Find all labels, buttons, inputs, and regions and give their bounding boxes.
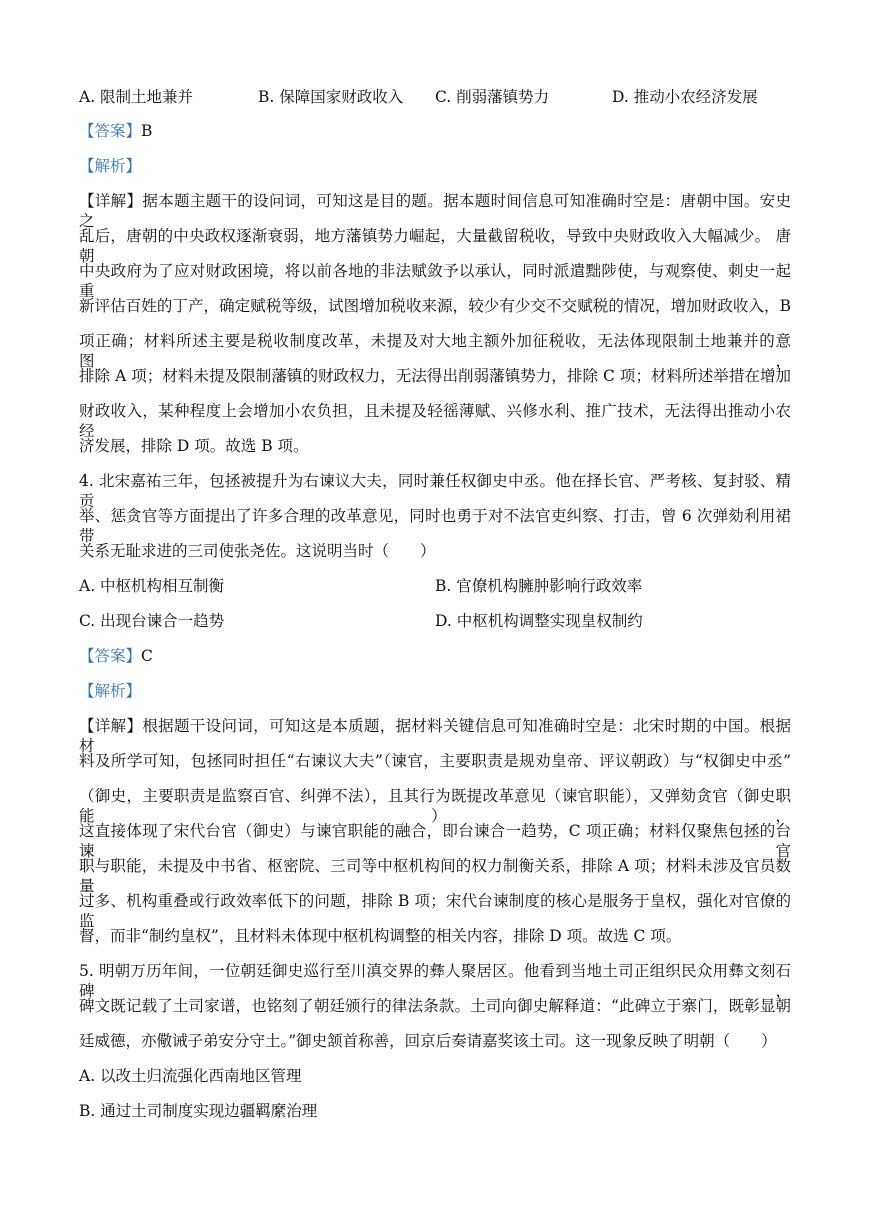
q3-option-b: B. 保障国家财政收入 [258, 88, 404, 106]
q3-option-d: D. 推动小农经济发展 [612, 88, 758, 106]
q4-option-b: B. 官僚机构臃肿影响行政效率 [435, 577, 643, 595]
q3-option-a: A. 限制土地兼并 [79, 88, 194, 106]
q5-option-a: A. 以改土归流强化西南地区管理 [79, 1067, 302, 1085]
answer-value: B [141, 122, 153, 140]
q4-detail-line: 过多、机构重叠或行政效率低下的问题，排除 B 项；宋代台谏制度的核心是服务于皇权，强化对官僚的监 [79, 892, 791, 930]
q4-detail-line: （御史，主要职责是监察百官、纠弹不法），且其行为既提改革意见（谏官职能），又弹劾贪官（御史职能）， [79, 787, 791, 825]
analysis-tag: 【解析】 [79, 682, 142, 700]
q3-detail-line: 济发展，排除 D 项。故选 B 项。 [79, 437, 309, 455]
q4-option-d: D. 中枢机构调整实现皇权制约 [435, 612, 643, 630]
q5-stem-line: 碑文既记载了土司家谱，也铭刻了朝廷颁行的律法条款。土司向御史解释道：“此碑立于寨门，既彰显朝 [79, 997, 791, 1015]
q5-option-b: B. 通过土司制度实现边疆羁縻治理 [79, 1102, 318, 1120]
q3-detail-line: 新评估百姓的丁产，确定赋税等级，试图增加税收来源，较少有少交不交赋税的情况，增加财政收入，B [79, 297, 791, 315]
q4-stem-line: 关系无耻求进的三司使张尧佐。这说明当时（ ） [79, 542, 436, 560]
q4-detail-line: 料及所学可知，包拯同时担任“右谏议大夫”（谏官，主要职责是规劝皇帝、评议朝政）与“权御史中丞” [79, 752, 791, 770]
q4-analysis-tag [79, 681, 141, 701]
q5-stem-line: 廷威德，亦儆诫子弟安分守土。”御史颔首称善，回京后奏请嘉奖该土司。这一现象反映了明朝（ ） [79, 1032, 777, 1050]
q3-option-c: C. 削弱藩镇势力 [435, 88, 550, 106]
detail-tag: 【详解】 [79, 717, 143, 735]
q4-option-c: C. 出现台谏合一趋势 [79, 612, 225, 630]
answer-tag: 【答案】 [79, 647, 142, 665]
q4-stem-line: 举、惩贪官等方面提出了许多合理的改革意见，同时也勇于对不法官吏纠察、打击，曾 6 次弹劾利用裙带 [79, 507, 791, 545]
q4-detail-line: 职与职能，未提及中书省、枢密院、三司等中枢机构间的权力制衡关系，排除 A 项；材料未涉及官员数量 [79, 857, 791, 895]
detail-text: 据本题主题干的设问词，可知这是目的题。据本题时间信息可知准确时空是：唐朝中国。安史之 [79, 192, 791, 230]
q3-detail-line: 乱后，唐朝的中央政权逐渐衰弱，地方藩镇势力崛起，大量截留税收，导致中央财政收入大幅减少。 唐朝 [79, 227, 791, 265]
q3-analysis-tag [79, 156, 141, 176]
q3-answer-line [79, 121, 152, 141]
q3-detail-line [79, 191, 791, 231]
q4-detail-line: 督，而非“制约皇权”，且材料未体现中枢机构调整的相关内容，排除 D 项。故选 C 项。 [79, 927, 682, 945]
q4-option-a: A. 中枢机构相互制衡 [79, 577, 225, 595]
q4-detail-line: 这直接体现了宋代台官（御史）与谏官职能的融合，即台谏合一趋势，C 项正确；材料仅聚焦包拯的台谏官 [79, 822, 791, 860]
q5-stem-line: 5. 明朝万历年间，一位朝廷御史巡行至川滇交界的彝人聚居区。他看到当地土司正组织民众用彝文刻石碑， [79, 962, 791, 1000]
q3-detail-line: 项正确；材料所述主要是税收制度改革，未提及对大地主额外加征税收，无法体现限制土地兼并的意图， [79, 332, 791, 370]
detail-text: 根据题干设问词，可知这是本质题，据材料关键信息可知准确时空是：北宋时期的中国。根据材 [79, 717, 791, 755]
q3-detail-line: 中央政府为了应对财政困境，将以前各地的非法赋敛予以承认，同时派遣黜陟使，与观察使、刺史一起重 [79, 262, 791, 300]
q4-stem-line: 4. 北宋嘉祐三年，包拯被提升为右谏议大夫，同时兼任权御史中丞。他在择长官、严考核、复封驳、精贡 [79, 472, 791, 510]
analysis-tag: 【解析】 [79, 157, 142, 175]
answer-value: C [141, 647, 153, 665]
q4-answer-line [79, 646, 153, 666]
answer-tag: 【答案】 [79, 122, 142, 140]
q3-detail-line: 财政收入，某种程度上会增加小农负担，且未提及轻徭薄赋、兴修水利、推广技术，无法得出推动小农经 [79, 402, 791, 440]
q3-detail-line: 排除 A 项；材料未提及限制藩镇的财政权力，无法得出削弱藩镇势力，排除 C 项；材料所述举措在增加 [79, 367, 791, 385]
q4-detail-line [79, 716, 791, 756]
detail-tag: 【详解】 [79, 192, 143, 210]
